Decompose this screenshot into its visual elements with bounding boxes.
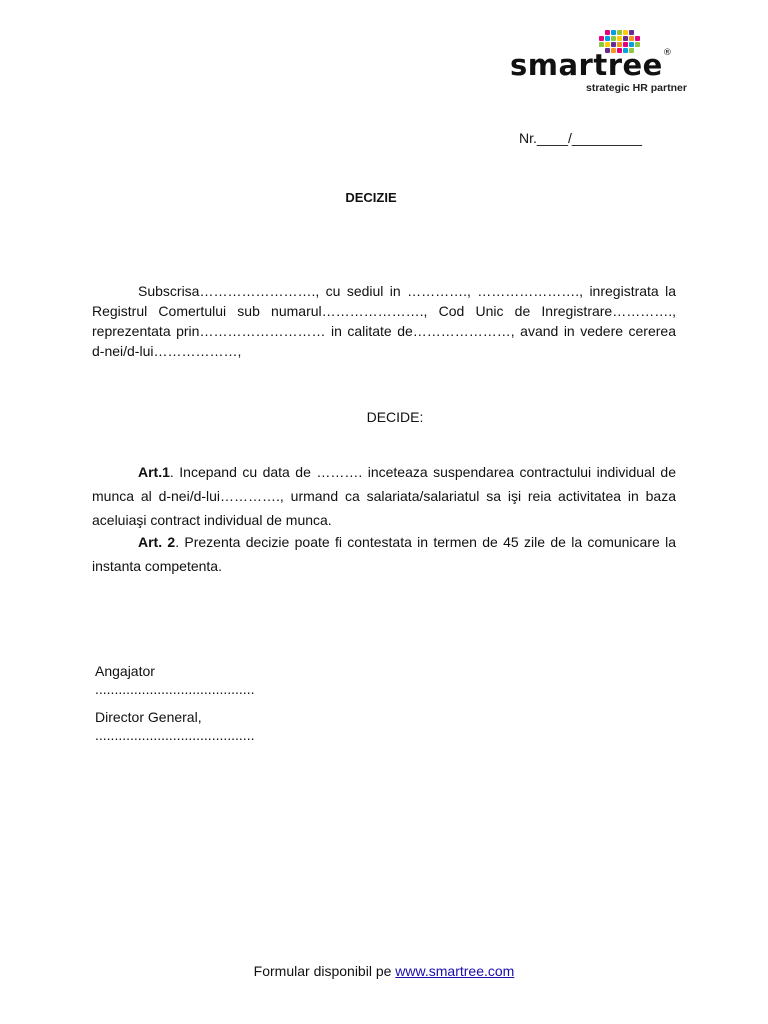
intro-paragraph [92, 281, 676, 361]
article-1-label: Art.1 [138, 464, 170, 480]
signature-line: ......................................... [95, 681, 255, 697]
logo-pixel [635, 42, 640, 47]
footer-text: Formular disponibil pe [253, 963, 396, 979]
signature-line: ......................................... [95, 727, 255, 743]
signature-role: Director General, [95, 709, 202, 725]
smartree-logo [510, 30, 710, 100]
footer [0, 963, 768, 979]
logo-word: smartree [510, 48, 663, 82]
logo-tagline: strategic HR partner [586, 82, 687, 94]
logo-registered-mark: ® [662, 48, 673, 58]
article-2 [92, 530, 676, 578]
logo-pixel [629, 36, 634, 41]
logo-pixel [623, 42, 628, 47]
logo-pixel [605, 42, 610, 47]
logo-pixel [605, 36, 610, 41]
logo-wordmark [510, 48, 672, 82]
logo-pixel [629, 30, 634, 35]
intro-text: Subscrisa……………………., cu sediul in …………., …………………., inregistrata la Registrul Comertului sub numarul…………………., Cod Unic de Inregistrare…………., reprezentata prin……………………… in calitate de…………………, avand in vedere cererea d-nei/d-lui………………, [92, 283, 676, 359]
logo-pixel [617, 42, 622, 47]
signature-director [95, 708, 254, 744]
logo-pixel [623, 36, 628, 41]
logo-pixel [599, 36, 604, 41]
logo-pixel [599, 42, 604, 47]
logo-pixel [611, 30, 616, 35]
document-number: Nr.____/_________ [519, 130, 642, 146]
article-2-label: Art. 2 [138, 534, 176, 550]
article-2-text: . Prezenta decizie poate fi contestata in termen de 45 zile de la comunicare la instanta competenta. [92, 534, 676, 574]
article-1-text: . Incepand cu data de ………. inceteaza suspendarea contractului individual de munca al d-nei/d-lui…………., urmand ca salariata/salariatul sa işi reia activitatea in baza aceluiaşi contract individual de munca. [92, 464, 676, 528]
decide-heading: DECIDE: [366, 409, 424, 425]
logo-pixel [617, 30, 622, 35]
footer-link[interactable]: www.smartree.com [395, 963, 515, 979]
logo-pixel [611, 36, 616, 41]
signature-employer [95, 662, 254, 698]
logo-pixel [623, 30, 628, 35]
logo-pixel [635, 36, 640, 41]
signature-role: Angajator [95, 663, 155, 679]
logo-pixel [617, 36, 622, 41]
logo-pixel [605, 30, 610, 35]
article-1 [92, 460, 676, 532]
logo-pixel [629, 42, 634, 47]
document-title: DECIZIE [345, 190, 397, 205]
logo-pixel [611, 42, 616, 47]
